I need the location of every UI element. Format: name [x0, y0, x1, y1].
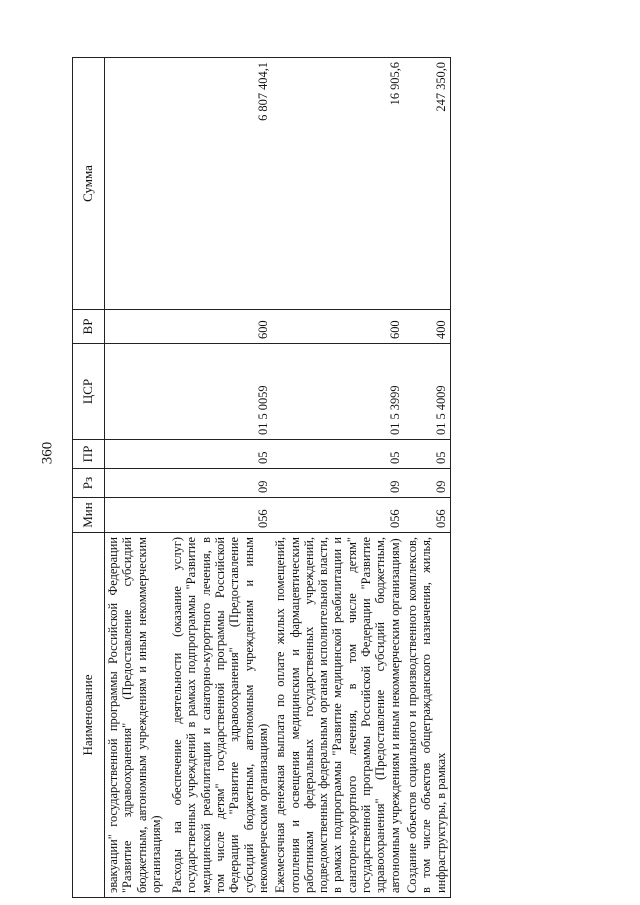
- row-min: 056: [272, 498, 404, 533]
- header-vr: ВР: [73, 310, 105, 344]
- row-sum: 247 350,0: [404, 58, 450, 310]
- header-name: Наименование: [73, 533, 105, 898]
- page-number: 360: [39, 441, 55, 465]
- header-csr: ЦСР: [73, 344, 105, 440]
- row-pr: 05: [272, 440, 404, 469]
- table-row: [169, 58, 272, 898]
- row-name: Ежемесячная денежная выплата по оплате жилых помещений, отопления и освещения медицинским и фармацевтическим работникам федеральных государственных учреждений, подведомственных федеральным органам исполнительной власти, в рамках подпрограммы "Развитие медицинской реабилитации и санаторно-курортного лечения, в том числе детям" государственной программы Российской Федерации "Развитие здравоохранения" (Предоставление субсидий бюджетным, автономным учреждениям и иным некоммерческим организациям): [272, 533, 404, 898]
- header-pr: ПР: [73, 440, 105, 469]
- table-header-row: [73, 58, 105, 898]
- row-rz: [105, 469, 170, 498]
- table-row: [272, 58, 404, 898]
- row-csr: 01 5 4009: [404, 344, 450, 440]
- row-csr: [105, 344, 170, 440]
- row-sum: [105, 58, 170, 310]
- table-row: [404, 58, 450, 898]
- table-row: [105, 58, 170, 898]
- row-pr: 05: [404, 440, 450, 469]
- row-rz: 09: [169, 469, 272, 498]
- row-name: эвакуации" государственной программы Российской Федерации "Развитие здравоохранения" (Предоставление субсидий бюджетным, автономным учреждениям и иным некоммерческим организациям): [105, 533, 170, 898]
- row-min: 056: [169, 498, 272, 533]
- header-sum: Сумма: [73, 58, 105, 310]
- header-min: Мин: [73, 498, 105, 533]
- row-min: [105, 498, 170, 533]
- row-name: Создание объектов социального и производственного комплексов, в том числе объектов общегражданского назначения, жилья, инфраструктуры, в рамках: [404, 533, 450, 898]
- row-sum: 16 905,6: [272, 58, 404, 310]
- header-rz: Рз: [73, 469, 105, 498]
- rotated-page-content: [72, 58, 600, 898]
- row-sum: 6 807 404,1: [169, 58, 272, 310]
- row-rz: 09: [404, 469, 450, 498]
- row-vr: 600: [272, 310, 404, 344]
- row-vr: 600: [169, 310, 272, 344]
- row-rz: 09: [272, 469, 404, 498]
- budget-table: [72, 57, 451, 898]
- row-vr: 400: [404, 310, 450, 344]
- row-min: 056: [404, 498, 450, 533]
- row-name: Расходы на обеспечение деятельности (оказание услуг) государственных учреждений в рамках подпрограммы "Развитие медицинской реабилитации и санаторно-курортного лечения, в том числе детям" государственной программы Российской Федерации "Развитие здравоохранения" (Предоставление субсидий бюджетным, автономным учреждениям и иным некоммерческим организациям): [169, 533, 272, 898]
- row-vr: [105, 310, 170, 344]
- row-csr: 01 5 0059: [169, 344, 272, 440]
- row-csr: 01 5 3999: [272, 344, 404, 440]
- row-pr: 05: [169, 440, 272, 469]
- row-pr: [105, 440, 170, 469]
